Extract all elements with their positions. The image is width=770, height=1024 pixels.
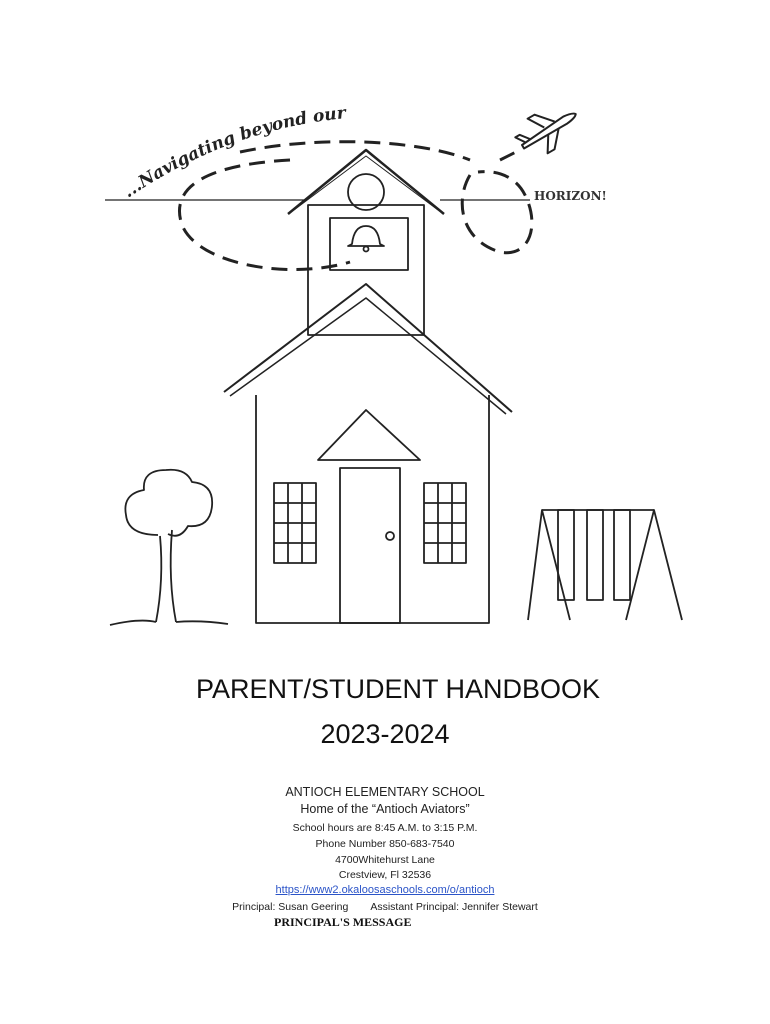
school-address: 4700Whitehurst Lane <box>335 854 435 866</box>
school-tagline: Home of the “Antioch Aviators” <box>300 802 470 816</box>
staff-line <box>0 899 770 915</box>
school-name: ANTIOCH ELEMENTARY SCHOOL <box>285 785 485 799</box>
horizon-text: HORIZON! <box>534 189 607 203</box>
slogan-text: ...Navigating beyond our <box>119 103 347 203</box>
school-phone: Phone Number 850-683-7540 <box>315 838 455 850</box>
principal-name: Principal: Susan Geering <box>232 901 349 913</box>
assistant-principal-name: Assistant Principal: Jennifer Stewart <box>370 901 538 913</box>
handbook-title: PARENT/STUDENT HANDBOOK <box>195 674 601 704</box>
school-website-link[interactable]: https://www2.okaloosaschools.com/o/antioch <box>275 884 495 896</box>
school-hours: School hours are 8:45 A.M. to 3:15 P.M. <box>292 822 478 834</box>
airplane-icon <box>510 97 585 164</box>
school-city: Crestview, Fl 32536 <box>338 869 432 881</box>
swing-set-icon <box>528 510 682 620</box>
school-website-container <box>0 882 770 898</box>
handbook-year: 2023-2024 <box>320 719 450 749</box>
tree-icon <box>110 470 228 625</box>
principal-message-heading: PRINCIPAL'S MESSAGE <box>274 915 412 929</box>
schoolhouse-icon <box>224 150 512 623</box>
bell-icon <box>348 226 384 252</box>
